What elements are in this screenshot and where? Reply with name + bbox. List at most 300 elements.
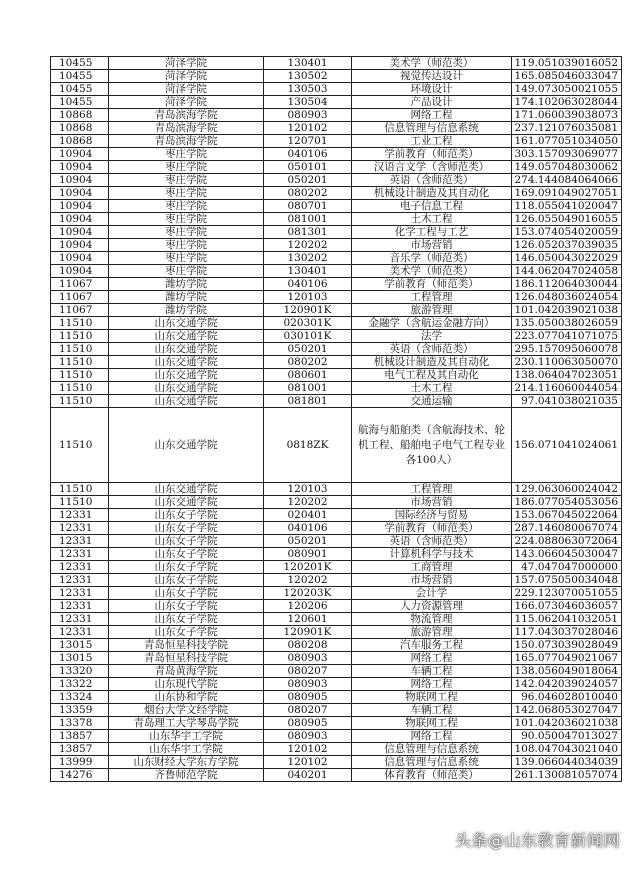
table-row (51, 317, 622, 330)
school-code-cell: 13322 (51, 678, 109, 691)
score-cell: 237.121076035081 (512, 122, 622, 135)
score-cell: 161.077051034050 (512, 135, 622, 148)
major-code-cell: 120102 (264, 756, 352, 769)
school-name-cell: 山东交通学院 (109, 356, 264, 369)
table-row (51, 148, 622, 161)
major-code-cell: 080601 (264, 369, 352, 382)
table-row (51, 652, 622, 665)
score-cell: 135.050038026059 (512, 317, 622, 330)
school-name-cell: 烟台大学文经学院 (109, 704, 264, 717)
school-name-cell: 青岛滨海学院 (109, 109, 264, 122)
table-row (51, 278, 622, 291)
table-row (51, 613, 622, 626)
major-name-cell: 物流管理 (352, 613, 512, 626)
table-row (51, 509, 622, 522)
major-name-cell: 汉语言文学（含师范类） (352, 161, 512, 174)
school-code-cell: 13320 (51, 665, 109, 678)
major-code-cell: 040106 (264, 522, 352, 535)
table-row (51, 291, 622, 304)
major-code-cell: 040106 (264, 148, 352, 161)
school-code-cell: 11510 (51, 483, 109, 496)
school-code-cell: 11510 (51, 408, 109, 483)
score-cell: 224.088063072064 (512, 535, 622, 548)
school-code-cell: 10455 (51, 57, 109, 70)
score-cell: 153.067045022064 (512, 509, 622, 522)
major-name-cell: 美术学（师范类） (352, 57, 512, 70)
school-name-cell: 山东女子学院 (109, 600, 264, 613)
major-name-cell: 法学 (352, 330, 512, 343)
major-code-cell: 050101 (264, 161, 352, 174)
school-name-cell: 枣庄学院 (109, 226, 264, 239)
major-name-cell: 工业工程 (352, 135, 512, 148)
school-code-cell: 11510 (51, 330, 109, 343)
major-code-cell: 130504 (264, 96, 352, 109)
major-code-cell: 020401 (264, 509, 352, 522)
table-row (51, 665, 622, 678)
school-name-cell: 山东财经大学东方学院 (109, 756, 264, 769)
table-row (51, 600, 622, 613)
major-code-cell: 080905 (264, 691, 352, 704)
major-code-cell: 120206 (264, 600, 352, 613)
school-name-cell: 枣庄学院 (109, 161, 264, 174)
table-row (51, 57, 622, 70)
major-code-cell: 080903 (264, 678, 352, 691)
major-name-cell: 车辆工程 (352, 665, 512, 678)
school-name-cell: 山东女子学院 (109, 574, 264, 587)
school-name-cell: 山东女子学院 (109, 587, 264, 600)
score-cell: 149.057048030062 (512, 161, 622, 174)
school-name-cell: 枣庄学院 (109, 239, 264, 252)
score-cell: 165.077049021067 (512, 652, 622, 665)
school-code-cell: 13015 (51, 639, 109, 652)
major-code-cell: 081001 (264, 382, 352, 395)
school-name-cell: 潍坊学院 (109, 278, 264, 291)
table-row (51, 704, 622, 717)
major-name-cell: 汽车服务工程 (352, 639, 512, 652)
major-name-cell: 网络工程 (352, 678, 512, 691)
table-body (51, 57, 622, 782)
score-cell: 138.056049018064 (512, 665, 622, 678)
major-code-cell: 130202 (264, 252, 352, 265)
major-name-cell: 机械设计制造及其自动化 (352, 187, 512, 200)
school-code-cell: 11510 (51, 496, 109, 509)
school-code-cell: 12331 (51, 548, 109, 561)
table-row (51, 343, 622, 356)
score-cell: 142.068053027047 (512, 704, 622, 717)
table-row (51, 161, 622, 174)
score-cell: 129.063060024042 (512, 483, 622, 496)
score-cell: 156.071041024061 (512, 408, 622, 483)
major-name-cell: 产品设计 (352, 96, 512, 109)
major-code-cell: 080903 (264, 730, 352, 743)
school-code-cell: 10904 (51, 213, 109, 226)
school-code-cell: 13999 (51, 756, 109, 769)
school-name-cell: 菏泽学院 (109, 96, 264, 109)
school-name-cell: 枣庄学院 (109, 200, 264, 213)
score-cell: 101.042039021038 (512, 304, 622, 317)
score-cell: 139.066044034039 (512, 756, 622, 769)
school-name-cell: 枣庄学院 (109, 148, 264, 161)
table-row (51, 496, 622, 509)
score-cell: 142.042039024057 (512, 678, 622, 691)
major-name-cell: 航海与船舶类（含航海技术、轮机工程、船舶电子电气工程专业各100人） (352, 408, 512, 483)
school-code-cell: 12331 (51, 587, 109, 600)
score-cell: 119.051039016052 (512, 57, 622, 70)
school-name-cell: 青岛恒星科技学院 (109, 652, 264, 665)
major-code-cell: 080901 (264, 548, 352, 561)
major-name-cell: 交通运输 (352, 395, 512, 408)
major-code-cell: 120201K (264, 561, 352, 574)
school-code-cell: 11067 (51, 278, 109, 291)
major-name-cell: 金融学（含航运金融方向） (352, 317, 512, 330)
school-name-cell: 山东交通学院 (109, 343, 264, 356)
major-name-cell: 英语（含师范类） (352, 343, 512, 356)
table-row (51, 743, 622, 756)
major-code-cell: 080701 (264, 200, 352, 213)
score-cell: 117.043037028046 (512, 626, 622, 639)
score-cell: 143.066045030047 (512, 548, 622, 561)
major-name-cell: 人力资源管理 (352, 600, 512, 613)
major-code-cell: 081801 (264, 395, 352, 408)
school-name-cell: 山东女子学院 (109, 548, 264, 561)
major-code-cell: 050201 (264, 174, 352, 187)
major-name-cell: 市场营销 (352, 574, 512, 587)
school-name-cell: 菏泽学院 (109, 57, 264, 70)
major-name-cell: 市场营销 (352, 239, 512, 252)
school-code-cell: 12331 (51, 574, 109, 587)
major-code-cell: 120901K (264, 304, 352, 317)
score-cell: 47.047047000000 (512, 561, 622, 574)
score-cell: 153.074054020059 (512, 226, 622, 239)
school-code-cell: 10904 (51, 148, 109, 161)
major-name-cell: 学前教育（师范类） (352, 522, 512, 535)
table-row (51, 408, 622, 483)
school-code-cell: 11067 (51, 291, 109, 304)
school-code-cell: 10904 (51, 252, 109, 265)
major-name-cell: 环境设计 (352, 83, 512, 96)
major-code-cell: 050201 (264, 535, 352, 548)
major-code-cell: 080903 (264, 652, 352, 665)
school-code-cell: 11510 (51, 369, 109, 382)
score-cell: 169.091049027051 (512, 187, 622, 200)
table-row (51, 70, 622, 83)
score-cell: 287.146080067074 (512, 522, 622, 535)
school-name-cell: 青岛滨海学院 (109, 122, 264, 135)
major-name-cell: 电子信息工程 (352, 200, 512, 213)
school-name-cell: 青岛黄海学院 (109, 665, 264, 678)
score-cell: 96.046028010040 (512, 691, 622, 704)
school-code-cell: 12331 (51, 613, 109, 626)
table-row (51, 587, 622, 600)
major-name-cell: 信息管理与信息系统 (352, 743, 512, 756)
school-name-cell: 山东华宇工学院 (109, 730, 264, 743)
major-code-cell: 120901K (264, 626, 352, 639)
admission-table (50, 56, 622, 782)
table-row (51, 187, 622, 200)
school-name-cell: 枣庄学院 (109, 252, 264, 265)
score-cell: 126.048036024054 (512, 291, 622, 304)
admission-table-sheet (50, 56, 618, 782)
table-row (51, 717, 622, 730)
school-code-cell: 13324 (51, 691, 109, 704)
school-code-cell: 12331 (51, 535, 109, 548)
school-name-cell: 齐鲁师范学院 (109, 769, 264, 782)
major-name-cell: 机械设计制造及其自动化 (352, 356, 512, 369)
table-row (51, 174, 622, 187)
table-row (51, 122, 622, 135)
school-name-cell: 菏泽学院 (109, 83, 264, 96)
major-code-cell: 120102 (264, 122, 352, 135)
score-cell: 157.075050034048 (512, 574, 622, 587)
score-cell: 295.157095060078 (512, 343, 622, 356)
table-row (51, 382, 622, 395)
table-row (51, 109, 622, 122)
major-code-cell: 120202 (264, 239, 352, 252)
major-code-cell: 040106 (264, 278, 352, 291)
school-name-cell: 山东华宇工学院 (109, 743, 264, 756)
table-row (51, 369, 622, 382)
score-cell: 171.060039038073 (512, 109, 622, 122)
school-code-cell: 10904 (51, 200, 109, 213)
table-row (51, 769, 622, 782)
score-cell: 261.130081057074 (512, 769, 622, 782)
school-name-cell: 山东现代学院 (109, 678, 264, 691)
school-code-cell: 10904 (51, 174, 109, 187)
score-cell: 274.144084064066 (512, 174, 622, 187)
major-code-cell: 080207 (264, 665, 352, 678)
major-name-cell: 工商管理 (352, 561, 512, 574)
major-name-cell: 会计学 (352, 587, 512, 600)
major-code-cell: 130502 (264, 70, 352, 83)
table-row (51, 639, 622, 652)
score-cell: 146.050043022029 (512, 252, 622, 265)
school-code-cell: 12331 (51, 509, 109, 522)
school-code-cell: 10868 (51, 122, 109, 135)
major-code-cell: 130401 (264, 57, 352, 70)
major-code-cell: 080208 (264, 639, 352, 652)
table-row (51, 239, 622, 252)
score-cell: 149.073050021055 (512, 83, 622, 96)
score-cell: 214.116060044054 (512, 382, 622, 395)
school-code-cell: 10868 (51, 109, 109, 122)
school-code-cell: 11510 (51, 382, 109, 395)
school-name-cell: 山东交通学院 (109, 317, 264, 330)
major-code-cell: 020301K (264, 317, 352, 330)
score-cell: 186.112064030044 (512, 278, 622, 291)
school-name-cell: 枣庄学院 (109, 187, 264, 200)
school-code-cell: 13857 (51, 743, 109, 756)
major-code-cell: 050201 (264, 343, 352, 356)
school-name-cell: 枣庄学院 (109, 265, 264, 278)
score-cell: 108.047043021040 (512, 743, 622, 756)
source-watermark: 头条@山东教育新闻网 (454, 831, 620, 850)
major-name-cell: 视觉传达设计 (352, 70, 512, 83)
table-row (51, 626, 622, 639)
school-name-cell: 青岛恒星科技学院 (109, 639, 264, 652)
major-name-cell: 网络工程 (352, 652, 512, 665)
major-name-cell: 旅游管理 (352, 304, 512, 317)
major-code-cell: 120701 (264, 135, 352, 148)
school-name-cell: 山东女子学院 (109, 626, 264, 639)
major-name-cell: 电气工程及其自动化 (352, 369, 512, 382)
school-code-cell: 12331 (51, 561, 109, 574)
school-code-cell: 10904 (51, 226, 109, 239)
school-code-cell: 10455 (51, 70, 109, 83)
table-row (51, 548, 622, 561)
major-code-cell: 130503 (264, 83, 352, 96)
major-name-cell: 英语（含师范类） (352, 535, 512, 548)
major-code-cell: 080202 (264, 356, 352, 369)
school-name-cell: 潍坊学院 (109, 304, 264, 317)
score-cell: 229.123070051055 (512, 587, 622, 600)
school-name-cell: 山东交通学院 (109, 408, 264, 483)
major-code-cell: 040201 (264, 769, 352, 782)
score-cell: 150.073039028049 (512, 639, 622, 652)
major-name-cell: 市场营销 (352, 496, 512, 509)
major-name-cell: 网络工程 (352, 730, 512, 743)
major-name-cell: 学前教育（师范类） (352, 148, 512, 161)
major-name-cell: 美术学（师范类） (352, 265, 512, 278)
major-code-cell: 120103 (264, 483, 352, 496)
table-row (51, 535, 622, 548)
school-name-cell: 山东协和学院 (109, 691, 264, 704)
score-cell: 174.102063028044 (512, 96, 622, 109)
table-row (51, 330, 622, 343)
school-name-cell: 山东女子学院 (109, 509, 264, 522)
school-name-cell: 山东女子学院 (109, 561, 264, 574)
school-code-cell: 12331 (51, 600, 109, 613)
school-code-cell: 13015 (51, 652, 109, 665)
major-name-cell: 物联网工程 (352, 691, 512, 704)
school-code-cell: 14276 (51, 769, 109, 782)
school-code-cell: 10904 (51, 265, 109, 278)
school-code-cell: 10904 (51, 239, 109, 252)
school-name-cell: 菏泽学院 (109, 70, 264, 83)
table-row (51, 252, 622, 265)
table-row (51, 226, 622, 239)
school-name-cell: 青岛理工大学琴岛学院 (109, 717, 264, 730)
major-name-cell: 学前教育（师范类） (352, 278, 512, 291)
school-code-cell: 11510 (51, 395, 109, 408)
major-name-cell: 化学工程与工艺 (352, 226, 512, 239)
table-row (51, 356, 622, 369)
major-code-cell: 120202 (264, 496, 352, 509)
school-code-cell: 11067 (51, 304, 109, 317)
school-name-cell: 山东交通学院 (109, 330, 264, 343)
school-name-cell: 山东交通学院 (109, 395, 264, 408)
major-code-cell: 080207 (264, 704, 352, 717)
table-row (51, 395, 622, 408)
score-cell: 165.085046033047 (512, 70, 622, 83)
school-code-cell: 10455 (51, 96, 109, 109)
major-name-cell: 国际经济与贸易 (352, 509, 512, 522)
major-name-cell: 土木工程 (352, 213, 512, 226)
major-name-cell: 工程管理 (352, 483, 512, 496)
table-row (51, 304, 622, 317)
school-name-cell: 潍坊学院 (109, 291, 264, 304)
major-code-cell: 120202 (264, 574, 352, 587)
score-cell: 115.062041032051 (512, 613, 622, 626)
table-row (51, 561, 622, 574)
school-code-cell: 11510 (51, 356, 109, 369)
score-cell: 144.062047024058 (512, 265, 622, 278)
school-code-cell: 10868 (51, 135, 109, 148)
major-name-cell: 土木工程 (352, 382, 512, 395)
table-row (51, 265, 622, 278)
school-name-cell: 枣庄学院 (109, 174, 264, 187)
school-name-cell: 山东女子学院 (109, 613, 264, 626)
major-code-cell: 120102 (264, 743, 352, 756)
score-cell: 118.055041020047 (512, 200, 622, 213)
table-row (51, 83, 622, 96)
school-code-cell: 11510 (51, 317, 109, 330)
score-cell: 126.055049016055 (512, 213, 622, 226)
school-name-cell: 山东交通学院 (109, 382, 264, 395)
major-name-cell: 工程管理 (352, 291, 512, 304)
major-code-cell: 0818ZK (264, 408, 352, 483)
major-code-cell: 081001 (264, 213, 352, 226)
table-row (51, 691, 622, 704)
table-row (51, 756, 622, 769)
score-cell: 186.077054053056 (512, 496, 622, 509)
table-row (51, 730, 622, 743)
school-name-cell: 青岛滨海学院 (109, 135, 264, 148)
score-cell: 230.110063050070 (512, 356, 622, 369)
score-cell: 166.073046036057 (512, 600, 622, 613)
major-code-cell: 130401 (264, 265, 352, 278)
major-code-cell: 080905 (264, 717, 352, 730)
table-row (51, 678, 622, 691)
table-row (51, 574, 622, 587)
major-code-cell: 120103 (264, 291, 352, 304)
school-code-cell: 13857 (51, 730, 109, 743)
table-row (51, 135, 622, 148)
score-cell: 303.157093069077 (512, 148, 622, 161)
score-cell: 126.052037039035 (512, 239, 622, 252)
school-code-cell: 13378 (51, 717, 109, 730)
school-code-cell: 12331 (51, 522, 109, 535)
major-code-cell: 081301 (264, 226, 352, 239)
major-code-cell: 080903 (264, 109, 352, 122)
school-name-cell: 山东女子学院 (109, 535, 264, 548)
table-row (51, 200, 622, 213)
school-name-cell: 枣庄学院 (109, 213, 264, 226)
school-name-cell: 山东交通学院 (109, 483, 264, 496)
school-code-cell: 12331 (51, 626, 109, 639)
major-name-cell: 信息管理与信息系统 (352, 756, 512, 769)
major-code-cell: 120601 (264, 613, 352, 626)
school-code-cell: 10904 (51, 187, 109, 200)
table-row (51, 522, 622, 535)
major-name-cell: 英语（含师范类） (352, 174, 512, 187)
school-code-cell: 10904 (51, 161, 109, 174)
score-cell: 90.050047013027 (512, 730, 622, 743)
school-name-cell: 山东女子学院 (109, 522, 264, 535)
major-name-cell: 音乐学（师范类） (352, 252, 512, 265)
major-code-cell: 030101K (264, 330, 352, 343)
table-row (51, 483, 622, 496)
major-name-cell: 网络工程 (352, 109, 512, 122)
school-code-cell: 10455 (51, 83, 109, 96)
school-code-cell: 13359 (51, 704, 109, 717)
major-code-cell: 080202 (264, 187, 352, 200)
major-code-cell: 120203K (264, 587, 352, 600)
score-cell: 223.077041071075 (512, 330, 622, 343)
school-name-cell: 山东交通学院 (109, 369, 264, 382)
school-code-cell: 11510 (51, 343, 109, 356)
score-cell: 97.041038021035 (512, 395, 622, 408)
major-name-cell: 物联网工程 (352, 717, 512, 730)
